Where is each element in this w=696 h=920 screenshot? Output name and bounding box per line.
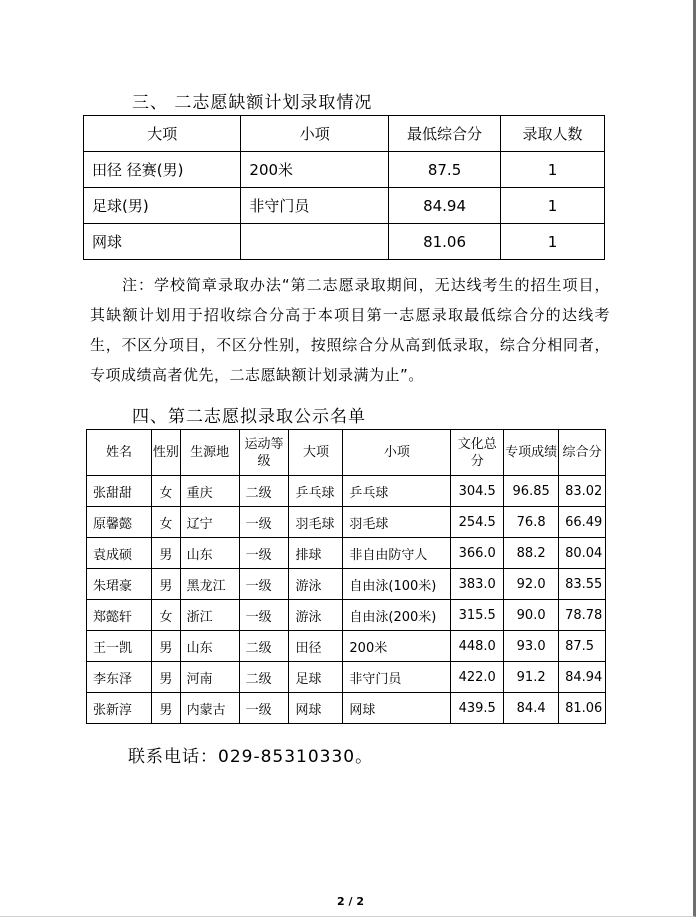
table-cell: 山东	[180, 538, 239, 569]
admission-rule-note: 注：学校简章录取办法“第二志愿录取期间，无达线考生的招生项目，其缺额计划用于招收综合分高于本项目第一志愿录取最低综合分的达线考生，不区分项目，不区分性别，按照综合分从高到低录取，综合分相同者，专项成绩高者优先，二志愿缺额计划录满为止”。	[90, 276, 610, 384]
table-cell: 女	[152, 507, 180, 538]
table-cell: 88.2	[504, 538, 559, 569]
table-cell: 84.94	[559, 662, 606, 693]
column-header: 姓名	[87, 430, 152, 476]
table-cell: 304.5	[451, 476, 504, 507]
table-cell: 383.0	[451, 569, 504, 600]
table-cell: 81.06	[559, 693, 606, 724]
column-header: 性别	[152, 430, 180, 476]
table-cell: 二级	[239, 631, 289, 662]
column-header: 小项	[343, 430, 451, 476]
table-cell: 80.04	[559, 538, 606, 569]
table-cell: 排球	[289, 538, 343, 569]
table-cell: 二级	[239, 476, 289, 507]
admission-list-table	[86, 429, 606, 724]
table-cell: 女	[152, 476, 180, 507]
column-header: 专项成绩	[504, 430, 559, 476]
admission-list-body	[87, 476, 606, 724]
column-header: 大项	[289, 430, 343, 476]
table-row	[87, 600, 606, 631]
table-cell: 山东	[180, 631, 239, 662]
table-cell: 一级	[239, 569, 289, 600]
table-row	[84, 188, 605, 224]
table-cell: 一级	[239, 600, 289, 631]
table-cell: 田径 径赛(男)	[84, 152, 241, 188]
table-cell: 200米	[343, 631, 451, 662]
section3-heading: 三、 二志愿缺额计划录取情况	[132, 93, 373, 113]
table-cell: 78.78	[559, 600, 606, 631]
table-cell: 黑龙江	[180, 569, 239, 600]
table-cell: 游泳	[289, 569, 343, 600]
table-cell: 网球	[343, 693, 451, 724]
table-cell: 男	[152, 693, 180, 724]
table-cell: 乒乓球	[289, 476, 343, 507]
table-row	[84, 224, 605, 260]
table-cell: 郑懿轩	[87, 600, 152, 631]
table-cell: 内蒙古	[180, 693, 239, 724]
table-cell: 66.49	[559, 507, 606, 538]
table-cell: 原馨懿	[87, 507, 152, 538]
table-cell: 非守门员	[241, 188, 389, 224]
table-cell: 422.0	[451, 662, 504, 693]
table-row	[87, 476, 606, 507]
table-cell: 自由泳(200米)	[343, 600, 451, 631]
table-cell: 一级	[239, 507, 289, 538]
table-row	[87, 693, 606, 724]
table-row	[84, 152, 605, 188]
table-cell: 254.5	[451, 507, 504, 538]
column-header: 大项	[84, 116, 241, 152]
table-cell: 84.94	[389, 188, 501, 224]
table-cell: 93.0	[504, 631, 559, 662]
table-cell: 张甜甜	[87, 476, 152, 507]
shortfall-admission-table	[83, 115, 605, 260]
table-cell	[241, 224, 389, 260]
table-cell: 羽毛球	[343, 507, 451, 538]
table-cell: 乒乓球	[343, 476, 451, 507]
table-cell: 男	[152, 538, 180, 569]
table-cell: 315.5	[451, 600, 504, 631]
column-header: 生源地	[180, 430, 239, 476]
section4-heading: 四、第二志愿拟录取公示名单	[132, 407, 366, 427]
table-cell: 田径	[289, 631, 343, 662]
table-cell: 浙江	[180, 600, 239, 631]
column-header: 小项	[241, 116, 389, 152]
table-cell: 96.85	[504, 476, 559, 507]
table-cell: 足球	[289, 662, 343, 693]
table-cell: 84.4	[504, 693, 559, 724]
table-cell: 92.0	[504, 569, 559, 600]
table-cell: 重庆	[180, 476, 239, 507]
table-cell: 87.5	[389, 152, 501, 188]
table-row	[87, 569, 606, 600]
table-cell: 非自由防守人	[343, 538, 451, 569]
table-row	[87, 631, 606, 662]
table-cell: 83.02	[559, 476, 606, 507]
table-header-row	[84, 116, 605, 152]
table-cell: 81.06	[389, 224, 501, 260]
table-cell: 男	[152, 631, 180, 662]
page-number: 2 / 2	[337, 895, 364, 908]
table-cell: 男	[152, 662, 180, 693]
table-cell: 非守门员	[343, 662, 451, 693]
table-cell: 一级	[239, 538, 289, 569]
table-cell: 李东泽	[87, 662, 152, 693]
table-row	[87, 662, 606, 693]
table-cell: 辽宁	[180, 507, 239, 538]
table-cell: 87.5	[559, 631, 606, 662]
table-cell: 76.8	[504, 507, 559, 538]
table-cell: 女	[152, 600, 180, 631]
table-cell: 朱珺豪	[87, 569, 152, 600]
column-header: 运动等级	[239, 430, 289, 476]
table-cell: 河南	[180, 662, 239, 693]
table-cell: 羽毛球	[289, 507, 343, 538]
table-cell: 二级	[239, 662, 289, 693]
table-cell: 439.5	[451, 693, 504, 724]
column-header: 最低综合分	[389, 116, 501, 152]
table-cell: 张新淳	[87, 693, 152, 724]
table-cell: 袁成硕	[87, 538, 152, 569]
table-cell: 男	[152, 569, 180, 600]
column-header: 综合分	[559, 430, 606, 476]
table-cell: 一级	[239, 693, 289, 724]
table-cell: 网球	[289, 693, 343, 724]
table-cell: 83.55	[559, 569, 606, 600]
table-cell: 448.0	[451, 631, 504, 662]
contact-phone: 联系电话：029-85310330。	[128, 747, 374, 767]
table-cell: 王一凯	[87, 631, 152, 662]
table-cell: 366.0	[451, 538, 504, 569]
column-header: 录取人数	[501, 116, 605, 152]
column-header: 文化总分	[451, 430, 504, 476]
table-cell: 91.2	[504, 662, 559, 693]
table-cell: 1	[501, 188, 605, 224]
table-cell: 足球(男)	[84, 188, 241, 224]
table-row	[87, 507, 606, 538]
table-cell: 1	[501, 224, 605, 260]
table-cell: 200米	[241, 152, 389, 188]
table-cell: 网球	[84, 224, 241, 260]
table-cell: 游泳	[289, 600, 343, 631]
table-cell: 90.0	[504, 600, 559, 631]
table-header-row	[87, 430, 606, 476]
table-row	[87, 538, 606, 569]
table-cell: 自由泳(100米)	[343, 569, 451, 600]
table-cell: 1	[501, 152, 605, 188]
